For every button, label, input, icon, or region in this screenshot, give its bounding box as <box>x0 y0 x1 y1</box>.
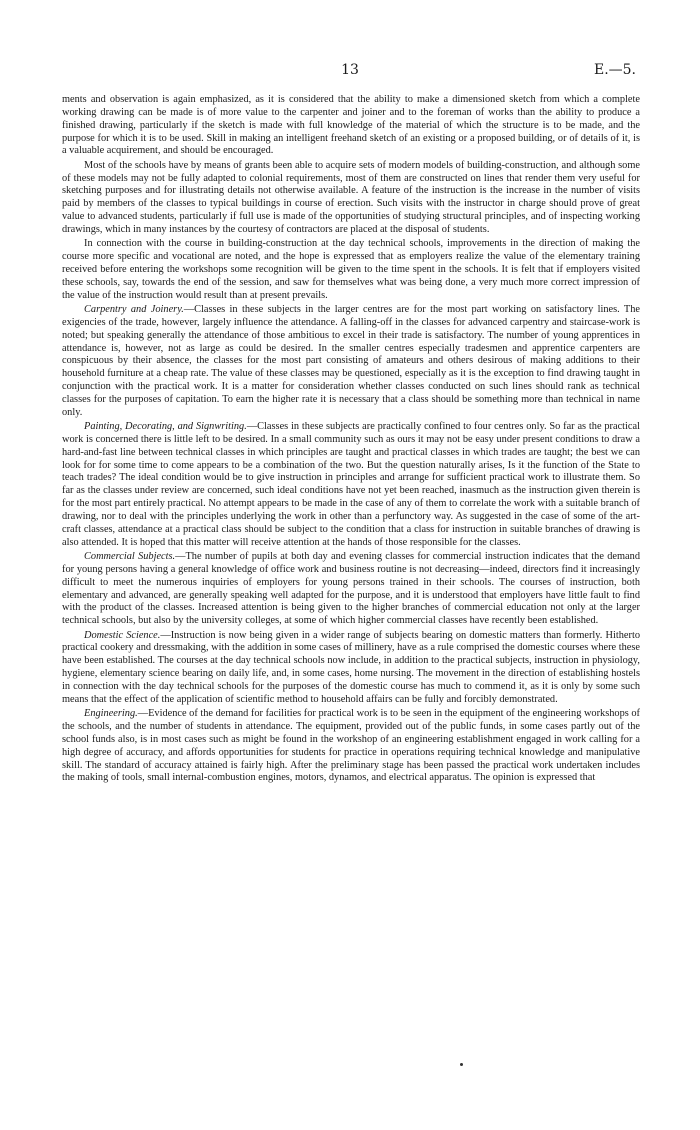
paragraph-text: ments and observation is again emphasized, as it is considered that the ability to make a dimensioned sketch from which a complete working drawing can be made is of more value to the carpenter and joiner and to the foreman of works than the ability to produce a finished drawing, particularly if the sketch is made with full knowledge of the material of which the structure is to be made, and the purpose for which it is to be used. Skill in making an intelligent freehand sketch of an existing or a proposed building, or of details of it, is a valuable acquirement, and should be encouraged. <box>62 94 640 157</box>
paragraph-engineering <box>62 708 640 785</box>
paragraph-commercial <box>62 551 640 628</box>
paragraph-text: In connection with the course in building-construction at the day technical schools, improvements in the direction of making the course more specific and vocational are noted, and the hope is expressed that as employers realize the value of the elementary training received before entering the workshops some recognition will be given to the time spent in the schools. It is felt that if employers visited these schools, say, towards the end of the session, and saw for themselves what was being done, a very much more correct impression of the value of the instruction would result than at present prevails. <box>62 238 640 301</box>
paragraph <box>62 160 640 237</box>
section-heading: Carpentry and Joinery. <box>84 304 184 315</box>
paragraph-painting <box>62 421 640 549</box>
page-header <box>62 62 638 82</box>
paragraph-text: —Classes in these subjects in the larger centres are for the most part working on satisfactory lines. The exigencies of the trade, however, largely influence the attendance. A falling-off in the classes for advanced carpentry and staircase-work is noted; but speaking generally the attendance of those ambitious to excel in their trade is satisfactory. The number of young apprentices in attendance is, however, not as large as could be desired. In the smaller centres especially tradesmen and apprentice carpenters are conspicuous by their absence, the classes for the most part consisting of amateurs and others desirous of making additions to their household furniture at a cheap rate. The value of these classes may be questioned, especially as it is the exception to find drawing taught in conjunction with the practical work. It is a matter for consideration whether classes conducted on such lines should rank as technical classes for the purposes of capitation. To earn the higher rate it is necessary that a class should be something more than technical in name only. <box>62 304 640 418</box>
paragraph-text: —Instruction is now being given in a wider range of subjects bearing on domestic matters than formerly. Hitherto practical cookery and dressmaking, with the addition in some cases of millinery, have as a rule comprised the domestic courses where these have been established. The courses at the day technical schools now include, in addition to the practical subjects, instruction in physiology, hygiene, elementary science bearing on daily life, and, in some cases, home nursing. The movement in the direction of establishing hostels in connection with the day technical schools for the purposes of the domestic course has much to commend it, as it is only by some such means that the effect of the application of scientific method to household affairs can be fully and forcibly demonstrated. <box>62 629 640 705</box>
paragraph-text: —The number of pupils at both day and evening classes for commercial instruction indicates that the demand for young persons having a general knowledge of office work and business routine is not decreasing—indeed, directors find it increasingly difficult to meet the numerous inquiries of employers for young persons trained in their schools. The courses of instruction, both elementary and advanced, are generally speaking well adapted for the purpose, and it is understood that employers have little fault to find with the product of the classes. Increased attention is being given to the higher branches of commercial education not only at the larger technical schools, but also by the university colleges, at some of which higher commercial classes have recently been established. <box>62 551 640 627</box>
paragraph-text: —Classes in these subjects are practically confined to four centres only. So far as the practical work is concerned there is little left to be desired. In a small community such as ours it may not be easy under present conditions to draw a hard-and-fast line between technical classes in which principles are taught and practical classes in which trades are taught; the best we can look for for some time to come appears to be a combination of the two. But the question naturally arises, Is it the function of the State to teach trades? The ideal condition would be to give instruction in principles and arrange for sufficient practical work to illustrate them. So far as the classes under review are concerned, such ideal conditions have not yet been reached, inasmuch as the instruction given therein is for the most part entirely practical. No attempt appears to be made in the case of any of them to correlate the work with a suitable branch of drawing, nor to deal with the principles underlying the work in other than a perfunctory way. As suggested in the case of some of the art-craft classes, attendance at a practical class should be subject to the condition that a class for instruction in suitable branches of drawing is also attended. It is hoped that this matter will receive attention at the hands of those responsible for the classes. <box>62 421 640 548</box>
section-heading: Commercial Subjects. <box>84 551 176 563</box>
scan-speck <box>460 1063 463 1066</box>
body-text <box>62 94 640 785</box>
paragraph-carpentry <box>62 304 640 420</box>
paragraph-text: Most of the schools have by means of grants been able to acquire sets of modern models of building-construction, and although some of these models may not be fully adapted to colonial requirements, most of them are constructed on lines that render them very useful for sketching purposes and for illustrating details not otherwise available. A feature of the instruction is the increase in the number of visits paid by members of the classes to typical buildings in course of erection. Such visits with the instructor in charge should prove of great value to advanced students, particularly if full use is made of the opportunities of studying structural principles, and of inspecting working drawings, which in many instances by the courtesy of contractors are placed at the disposal of students. <box>62 159 640 235</box>
document-reference: E.—5. <box>593 62 636 78</box>
section-heading: Domestic Science. <box>84 629 161 641</box>
page-number: 13 <box>341 62 359 78</box>
section-heading: Painting, Decorating, and Signwriting. <box>84 421 247 433</box>
paragraph-domestic <box>62 630 640 707</box>
paragraph-text: —Evidence of the demand for facilities for practical work is to be seen in the equipment of the engineering workshops of the schools, and the number of students in attendance. The equipment, provided out of the public funds, in some cases partly out of the school funds also, is in most cases such as might be found in the workshop of an engineering establishment engaged in work calling for a high degree of accuracy, and affords opportunities for students for practice in operations requiring technical knowledge and manipulative skill. The standard of accuracy attained is fairly high. After the preliminary stage has been passed the practical work undertaken includes the making of tools, small internal-combustion engines, motors, dynamos, and electrical apparatus. The opinion is expressed that <box>62 708 640 784</box>
paragraph <box>62 238 640 302</box>
paragraph <box>62 94 640 158</box>
section-heading: Engineering. <box>84 708 138 720</box>
